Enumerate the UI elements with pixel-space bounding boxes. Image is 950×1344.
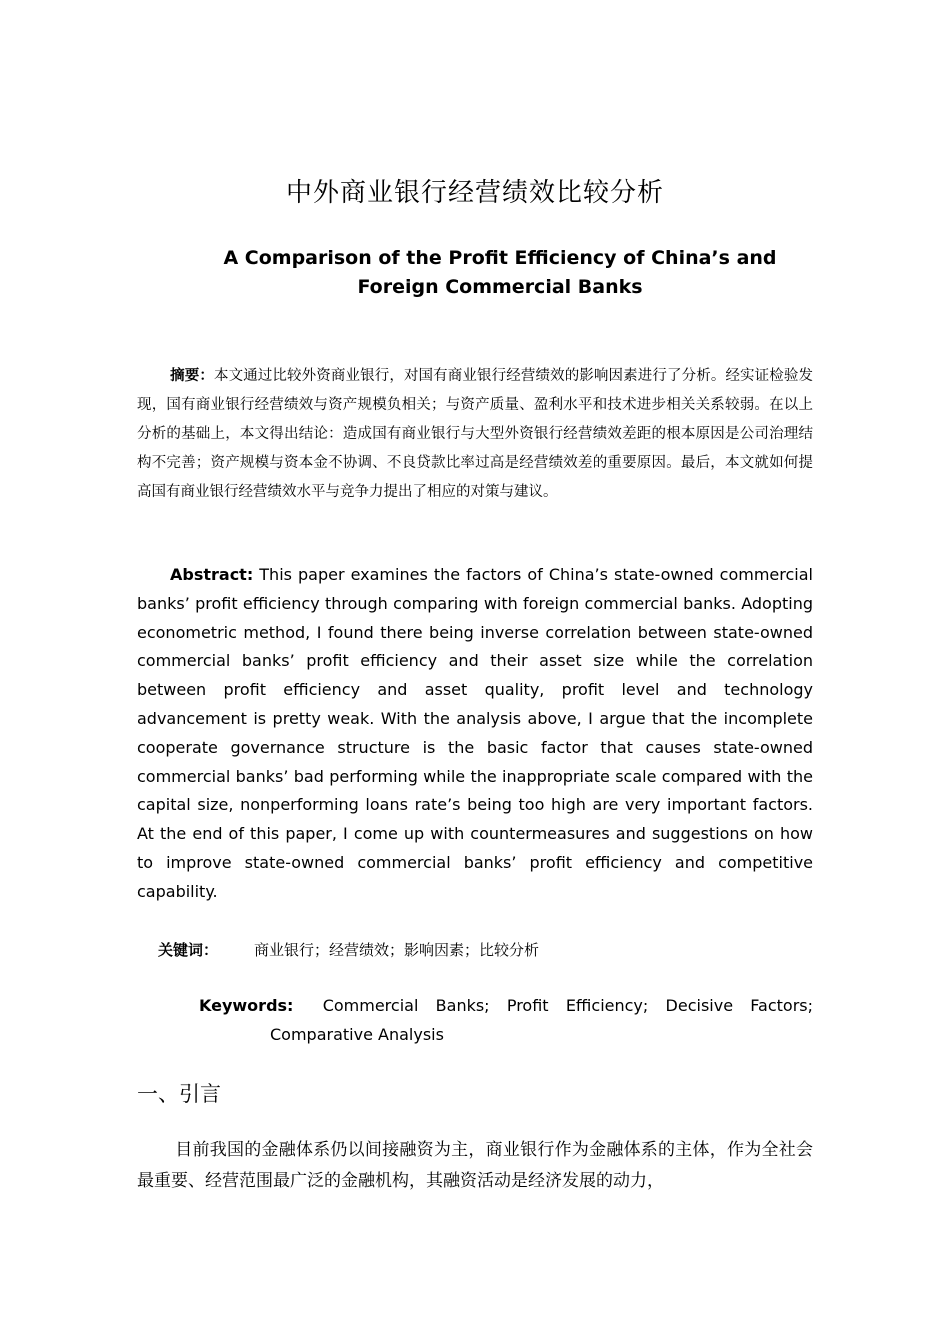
- keywords-english-line1: Commercial Banks; Profit Efficiency; Decisive Factors;: [322, 996, 813, 1015]
- introduction-text: 目前我国的金融体系仍以间接融资为主，商业银行作为金融体系的主体，作为全社会最重要、经营范围最广泛的金融机构，其融资活动是经济发展的动力，: [137, 1140, 813, 1191]
- abstract-chinese: [137, 362, 813, 507]
- keywords-english-line2: Comparative Analysis: [270, 1025, 444, 1044]
- keywords-chinese-label: 关键词：: [158, 941, 219, 959]
- paper-title-chinese: 中外商业银行经营绩效比较分析: [285, 178, 664, 208]
- abstract-chinese-text: 本文通过比较外资商业银行，对国有商业银行经营绩效的影响因素进行了分析。经实证检验发现，国有商业银行经营绩效与资产规模负相关；与资产质量、盈利水平和技术进步相关关系较弱。在以上分析的基础上，本文得出结论：造成国有商业银行与大型外资银行经营绩效差距的根本原因是公司治理结构不完善；资产规模与资本金不协调、不良贷款比率过高是经营绩效差的重要原因。最后，本文就如何提高国有商业银行经营绩效水平与竞争力提出了相应的对策与建议。: [137, 368, 814, 500]
- keywords-chinese-values: 商业银行；经营绩效；影响因素；比较分析: [254, 941, 540, 959]
- keywords-chinese: [158, 936, 539, 964]
- abstract-chinese-label: 摘要：: [170, 368, 214, 384]
- abstract-english-text: This paper examines the factors of China’s state-owned commercial banks’ profit efficiency through comparing with foreign commercial banks. Adopting econometric method, I found there being inverse correlation between state-owned commercial banks’ profit efficiency and their asset size while the correlation between profit efficiency and asset quality, profit level and technology advancement is pretty weak. With the analysis above, I argue that the incomplete cooperate governance structure is the basic factor that causes state-owned commercial banks’ bad performing while the inappropriate scale compared with the capital size, nonperforming loans rate’s being too high are very important factors. At the end of this paper, I come up with countermeasures and suggestions on how to improve state-owned commercial banks’ profit efficiency and competitive capability.: [137, 565, 813, 901]
- abstract-english-label: Abstract:: [170, 565, 254, 584]
- paper-title-english: A Comparison of the Profit Efficiency of China’s and Foreign Commercial Banks: [223, 247, 777, 298]
- section-heading-introduction: 一、引言: [137, 1082, 221, 1106]
- keywords-english-label: Keywords:: [199, 996, 294, 1015]
- keywords-english: [199, 991, 813, 1020]
- section-introduction-paragraph: [137, 1135, 813, 1197]
- abstract-english: [137, 561, 813, 907]
